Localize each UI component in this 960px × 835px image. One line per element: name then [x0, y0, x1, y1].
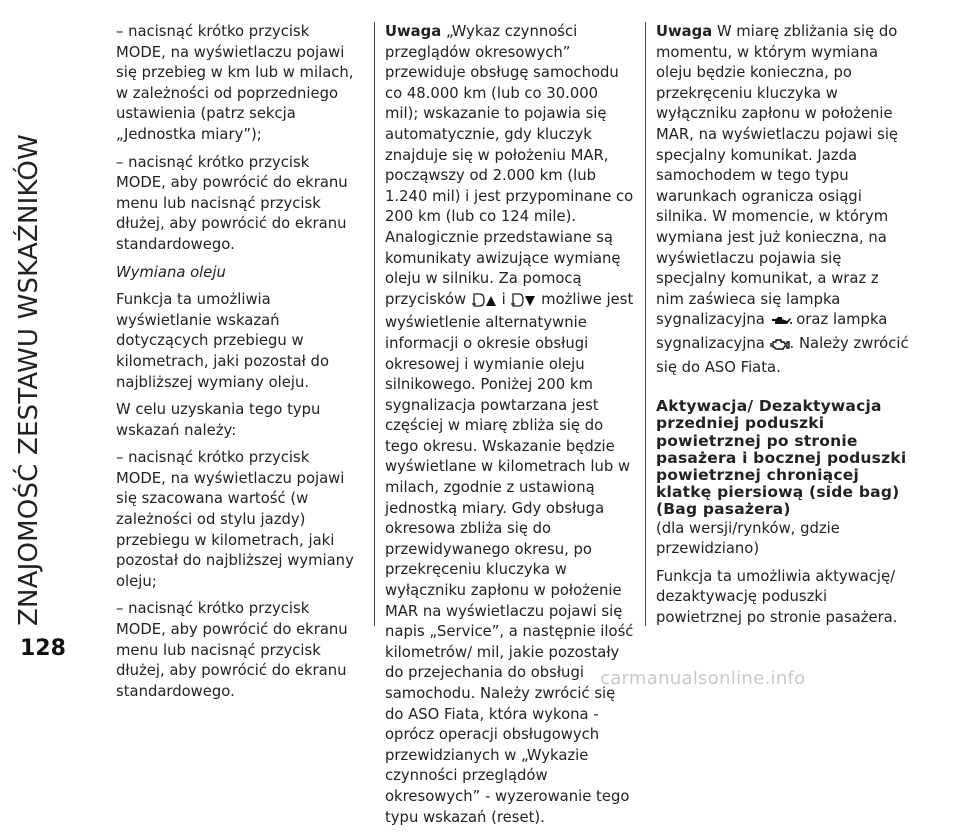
note-text-part-1: „Wykaz czynności przeglądów okresowych” przewiduje obsługę samochodu co 48.000 km (lub co 30.000 mil); wskazanie to pojawia się automatycznie, gdy kluczyk znajduje się w położeniu MAR, począwszy od 2.000 km (lub 1.240 mil) i jest przypominane co 200 km (lub co 124 mile). Analogicznie przedstawiane są komunikaty awizujące wymianę oleju w silniku. Za pomocą przycisków: [385, 23, 634, 308]
section-heading-airbag: Aktywacja/ Dezaktywacja przedniej poduszki powietrznej po stronie pasażera i bocznej poduszki powietrznej chroniącej klatkę piersiową (side bag) (Bag pasażera): [656, 397, 907, 519]
arrow-down-icon: [524, 293, 536, 314]
note-text-lampka: lampka sygnalizacyjna: [656, 311, 888, 352]
paragraph: W celu uzyskania tego typu wskazań należy:: [116, 401, 321, 439]
note-text-oraz: oraz: [796, 311, 829, 329]
watermark: carmanualsonline.info: [600, 668, 806, 689]
paragraph: – nacisnąć krótko przycisk MODE, aby powrócić do ekranu menu lub nacisnąć przycisk dłużej, aby powrócić do ekranu standardowego.: [116, 600, 348, 700]
oil-can-icon: [770, 313, 792, 334]
note-text-part-2: możliwe jest wyświetlenie alternatywnie informacji o okresie obsługi okresowej i wymianie oleju silnikowego. Poniżej 200 km sygnalizacja powtarzana jest częściej w miarę zbliża się do tego okresu. Wskazanie będzie wyświetlane w kilometrach lub w milach, zgodnie z ustawioną jednostką miary. Gdy obsługa okresowa zbliża się do przewidywanego okresu, po przekręceniu kluczyka w wyłączniku zapłonu w położenie MAR na wyświetlaczu pojawi się napis „Service”, a następnie ilość kilometrów/ mil, jakie pozostały do przejechania do obsługi samochodu. Należy zwrócić się do ASO Fiata, która wykona - oprócz operacji obsługowych przewidzianych w „Wykazie czynności przeglądów okresowych” - wyzerowanie tego typu wskazań (reset).: [385, 290, 634, 826]
text-column-3: [656, 22, 910, 635]
arrow-up-icon: [485, 293, 497, 314]
note-paragraph: [656, 22, 910, 378]
heading-note: (dla wersji/rynków, gdzie przewidziano): [656, 519, 840, 558]
column-divider-1: [374, 22, 375, 626]
column-divider-2: [645, 22, 646, 626]
conjunction-text: i: [501, 290, 506, 308]
text-column-1: [116, 22, 362, 709]
note-text-part-2: . Należy zwrócić się do ASO Fiata.: [656, 334, 909, 376]
paragraph: Funkcja ta umożliwia aktywację/ dezaktywację poduszki powietrznej po stronie pasażera.: [656, 567, 898, 626]
subheading-oil-change: Wymiana oleju: [116, 263, 226, 281]
page-number: 128: [20, 636, 66, 661]
note-label: Uwaga: [385, 23, 442, 40]
paragraph: – nacisnąć krótko przycisk MODE, aby powrócić do ekranu menu lub nacisnąć przycisk dłużej, aby powrócić do ekranu standardowego.: [116, 153, 348, 253]
mode-button-icon: [510, 293, 524, 314]
note-paragraph: [385, 22, 635, 828]
note-label: Uwaga: [656, 23, 713, 40]
text-column-2: [385, 22, 635, 835]
paragraph: Funkcja ta umożliwia wyświetlanie wskazań dotyczących przebiegu w kilometrach, jaki pozostał do najbliższej wymiany oleju.: [116, 291, 329, 391]
section-side-title: ZNAJOMOŚĆ ZESTAWU WSKAŹNIKÓW: [14, 134, 44, 626]
mode-button-icon: [471, 293, 485, 314]
note-text-part-1: W miarę zbliżania się do momentu, w którym wymiana oleju będzie konieczna, po przekręceniu kluczyka w wyłączniku zapłonu w położenie MAR, na wyświetlaczu pojawi się specjalny komunikat. Jazda samochodem w tego typu warunkach ogranicza osiągi silnika. W momencie, w którym wymiana jest już konieczna, na wyświetlaczu pojawia się specjalny komunikat, a wraz z nim zaświeca się lampka sygnalizacyjna: [656, 23, 899, 329]
paragraph: – nacisnąć krótko przycisk MODE, na wyświetlaczu pojawi się szacowana wartość (w zależności od stylu jazdy) przebiegu w kilometrach, jaki pozostał do najbliższej wymiany oleju;: [116, 449, 354, 590]
engine-icon: [770, 337, 790, 358]
paragraph: – nacisnąć krótko przycisk MODE, na wyświetlaczu pojawi się przebieg w km lub w milach, w zależności od poprzedniego ustawienia (patrz sekcja „Jednostka miary”);: [116, 23, 354, 143]
